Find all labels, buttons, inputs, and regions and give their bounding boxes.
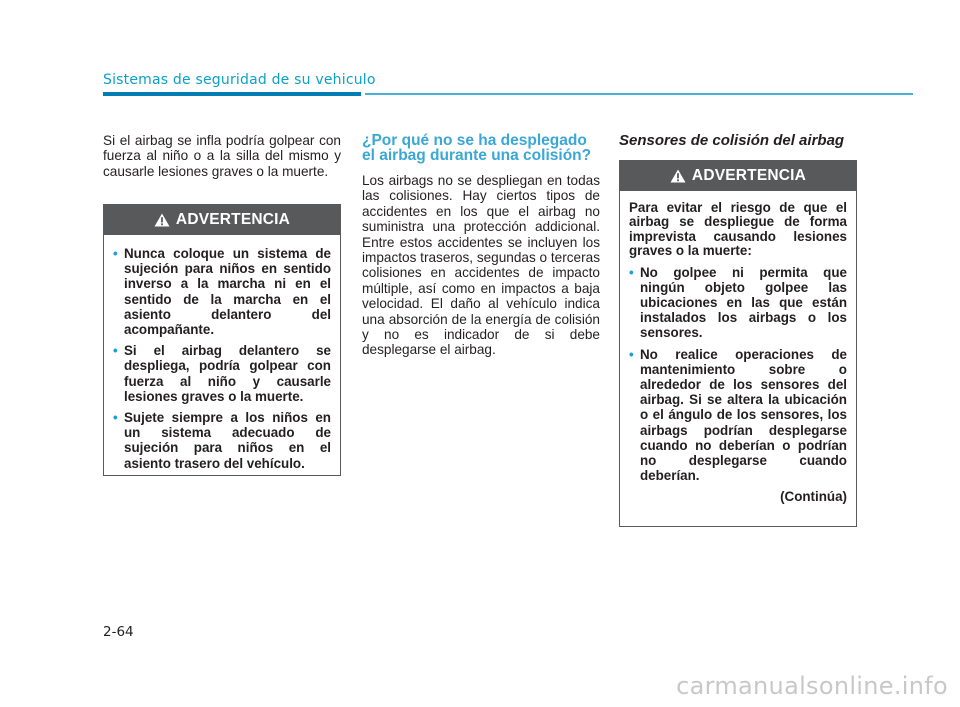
warning-header (620, 161, 856, 191)
column-left (103, 133, 341, 179)
warning-triangle-icon (670, 169, 686, 183)
warning-box-sensors (619, 160, 857, 527)
bullet-icon: • (113, 343, 118, 359)
warning-item: • No golpee ni permita que ningún objeto golpee las ubicaciones en las que están instalados los airbags o los sensores. (629, 264, 847, 341)
warning-item: • Sujete siempre a los niños en un sistema adecuado de sujeción para niños en el asiento trasero del vehículo. (113, 410, 331, 471)
warning-item: • No realice operaciones de mantenimiento sobre o alrededor de los sensores del airbag. Si se altera la ubicación o el ángulo de los sensores, los airbags podrían desplegarse cuando no deberían o podrían no desplegarse cuando deberían. (629, 346, 847, 484)
warning-intro: Para evitar el riesgo de que el airbag se despliegue de forma imprevista causando lesiones graves o la muerte: (629, 200, 847, 259)
column-middle (362, 133, 600, 358)
intro-paragraph: Si el airbag se infla podría golpear con fuerza al niño o a la silla del mismo y causarle lesiones graves o la muerte. (103, 133, 341, 179)
warning-item: • Nunca coloque un sistema de sujeción para niños en sentido inverso a la marcha ni en el sentido de la marcha en el asiento delantero del acompañante. (113, 246, 331, 338)
why-airbag-paragraph: Los airbags no se despliegan en todas las colisiones. Hay ciertos tipos de accidentes en los que el airbag no suministra una protección addicional. Entre estos accidentes se incluyen los impactos traseros, segundas o terceras colisiones en accidentes de impacto múltiple, así como en impactos a baja velocidad. El daño al vehículo indica una absorción de la energía de colisión y no es indicador de si debe desplegarse el airbag. (362, 173, 601, 358)
bullet-icon: • (629, 264, 634, 280)
header-rule-dark (103, 92, 361, 96)
warning-title: ADVERTENCIA (175, 211, 291, 228)
warning-body (104, 235, 340, 471)
warning-body (620, 191, 856, 504)
why-airbag-heading: ¿Por qué no se ha desplegado el airbag durante una colisión? (362, 132, 592, 164)
column-right (619, 133, 857, 149)
continued-label: (Continúa) (780, 489, 847, 505)
warning-header (104, 205, 340, 235)
header-rule-light (365, 93, 913, 95)
watermark: carmanualsonline.info (676, 672, 948, 700)
sensors-heading: Sensores de colisión del airbag (619, 132, 845, 149)
bullet-icon: • (629, 346, 634, 362)
section-title: Sistemas de seguridad de su vehiculo (103, 72, 376, 88)
warning-triangle-icon (154, 213, 170, 227)
warning-item: • Si el airbag delantero se despliega, podría golpear con fuerza al niño y causarle lesiones graves o la muerte. (113, 343, 331, 404)
warning-box-child-seat (103, 204, 341, 476)
bullet-icon: • (113, 410, 118, 426)
bullet-icon: • (113, 246, 118, 261)
page-number: 2-64 (103, 624, 134, 640)
warning-title: ADVERTENCIA (691, 167, 807, 184)
